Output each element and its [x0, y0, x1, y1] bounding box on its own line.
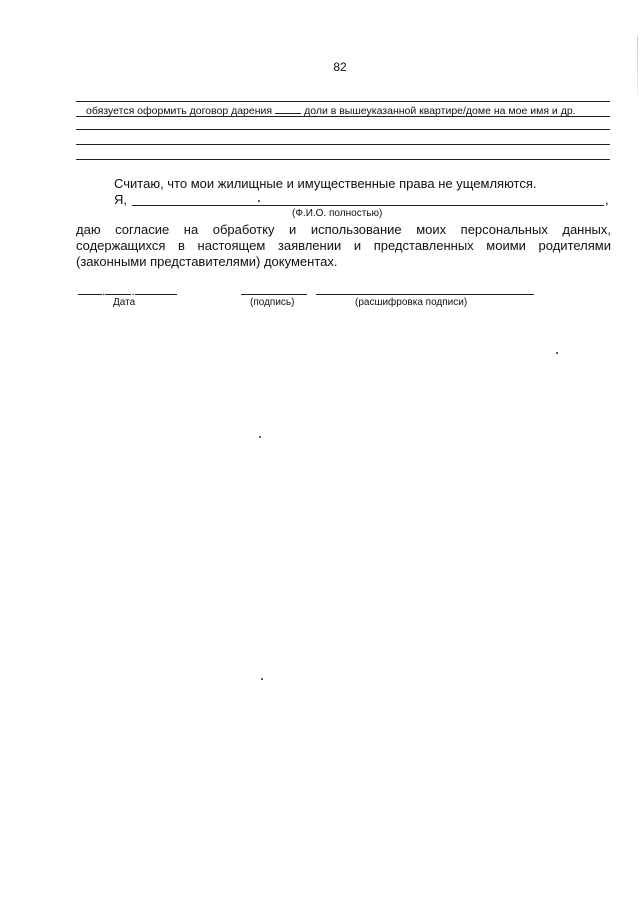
date-day-blank[interactable]: [78, 284, 102, 295]
scan-speck: [259, 436, 261, 438]
consent-line-3: (законными представителями) документах.: [76, 254, 338, 269]
signature-decode-label: (расшифровка подписи): [355, 297, 468, 308]
date-month-blank[interactable]: [105, 284, 131, 295]
i-label: Я,: [114, 192, 127, 207]
consent-line-2: содержащихся в настоящем заявлении и представленных моими родителями: [76, 238, 611, 253]
rights-statement: Считаю, что мои жилищные и имущественные права не ущемляются.: [114, 176, 537, 191]
top-rule: [76, 101, 610, 102]
signature-decode-field[interactable]: [316, 294, 534, 295]
full-name-hint: (Ф.И.О. полностью): [292, 208, 383, 219]
gift-obligation-prefix: обязуется оформить договор дарения: [86, 105, 273, 117]
date-field[interactable]: . .: [78, 284, 177, 298]
blank-line-2[interactable]: [76, 144, 610, 145]
scan-speck: [556, 352, 558, 354]
blank-line-3[interactable]: [76, 159, 610, 160]
i-comma: ,: [605, 192, 609, 207]
consent-line-1: даю согласие на обработку и использование моих персональных данных,: [76, 222, 611, 237]
scan-speck: [261, 678, 263, 680]
line1-underline: [76, 116, 610, 117]
scan-speck: [258, 200, 260, 202]
page-number: 82: [333, 60, 347, 74]
blank-line-1[interactable]: [76, 129, 610, 130]
date-label: Дата: [113, 297, 136, 308]
date-year-blank[interactable]: [135, 284, 177, 295]
signature-field[interactable]: [241, 294, 307, 295]
signature-label: (подпись): [250, 297, 295, 308]
share-blank[interactable]: [275, 104, 301, 114]
gift-obligation-suffix: доли в вышеуказанной квартире/доме на мое имя и др.: [304, 105, 576, 117]
full-name-field[interactable]: [132, 205, 604, 206]
consent-paragraph: [76, 222, 611, 270]
